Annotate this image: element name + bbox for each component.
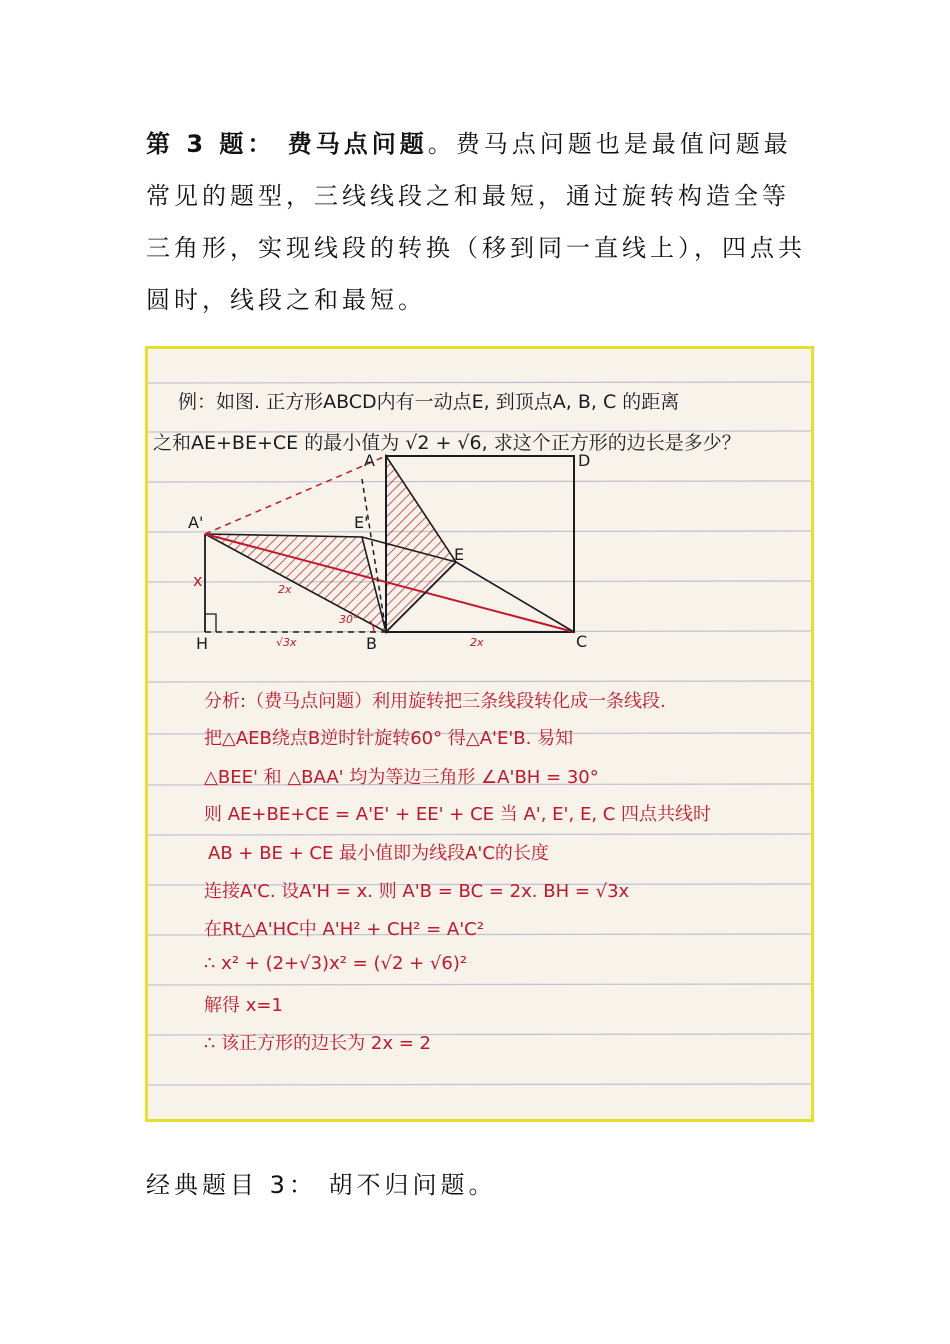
solution-line-4: 则 AE+BE+CE = A'E' + EE' + CE 当 A', E', E, C 四点共线时 xyxy=(204,804,712,825)
solution-line-3: △BEE' 和 △BAA' 均为等边三角形 ∠A'BH = 30° xyxy=(204,767,599,788)
solution-line-6: 连接A'C. 设A'H = x. 则 A'B = BC = 2x. BH = √3x xyxy=(204,881,630,902)
label-A-prime: A' xyxy=(188,513,204,532)
intro-text: 。费马点问题也是最值问题最常见的题型，三线线段之和最短，通过旋转构造全等三角形，实现线段的转换（移到同一直线上），四点共圆时，线段之和最短。 xyxy=(146,130,806,314)
label-2x-b: 2x xyxy=(470,636,484,649)
label-root3x: √3x xyxy=(276,636,297,649)
solution-line-9: 解得 x=1 xyxy=(204,995,283,1016)
solution-line-2: 把△AEB绕点B逆时针旋转60° 得△A'E'B. 易知 xyxy=(204,728,574,749)
hatched-triangle-a1e1b xyxy=(205,534,386,632)
solution-line-1: 分析:（费马点问题）利用旋转把三条线段转化成一条线段. xyxy=(204,691,666,712)
solution-line-5: AB + BE + CE 最小值即为线段A'C的长度 xyxy=(208,843,549,864)
label-H: H xyxy=(196,634,209,653)
label-x: x xyxy=(193,571,203,590)
label-2x-a: 2x xyxy=(278,583,292,596)
footer-text: 经典题目 3： 胡不归问题。 xyxy=(146,1171,497,1199)
intro-paragraph xyxy=(146,118,806,326)
solution-line-10: ∴ 该正方形的边长为 2x = 2 xyxy=(204,1033,431,1054)
label-E: E xyxy=(454,545,465,564)
label-C: C xyxy=(576,632,588,651)
intro-heading: 第 3 题： 费马点问题 xyxy=(146,130,428,158)
question-line-2: 之和AE+BE+CE 的最小值为 √2 + √6, 求这个正方形的边长是多少？ xyxy=(153,432,741,454)
solution-line-7: 在Rt△A'HC中 A'H² + CH² = A'C² xyxy=(204,919,484,940)
label-E-prime: E' xyxy=(354,513,369,532)
solution-line-8: ∴ x² + (2+√3)x² = (√2 + √6)² xyxy=(204,953,468,974)
question-line-1: 例：如图. 正方形ABCD内有一动点E, 到顶点A, B, C 的距离 xyxy=(178,391,680,413)
label-D: D xyxy=(578,451,591,470)
notebook-photo xyxy=(145,346,814,1122)
label-angle-30: 30° xyxy=(339,613,359,626)
label-B: B xyxy=(366,634,377,653)
label-A: A xyxy=(364,451,375,470)
hatched-triangle-abe xyxy=(386,456,456,632)
